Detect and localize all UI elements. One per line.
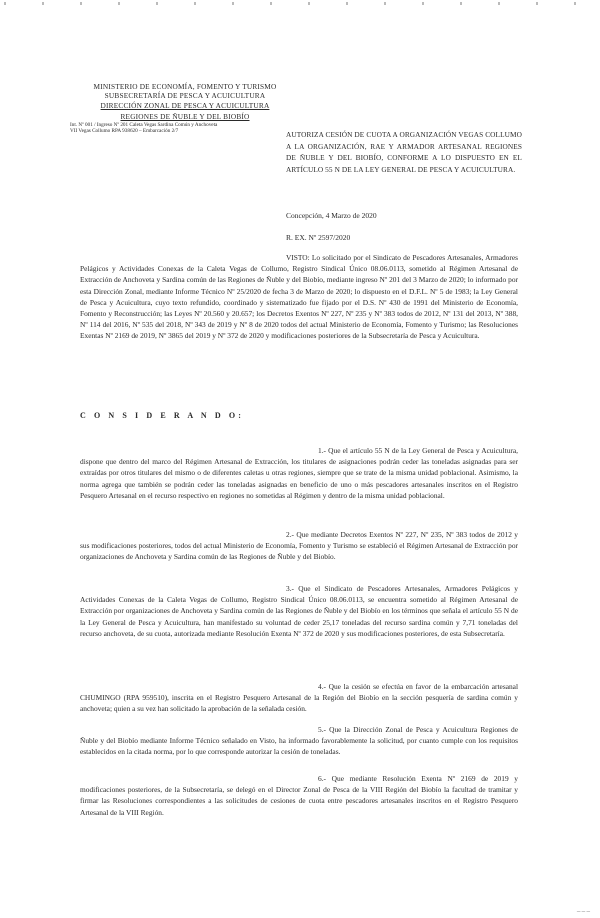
resolution-number: R. EX. Nº 2597/2020 — [286, 233, 351, 242]
date-line: Concepción, 4 Marzo de 2020 — [286, 211, 377, 220]
direccion-line: DIRECCIÓN ZONAL DE PESCA Y ACUICULTURA — [100, 100, 270, 110]
letterhead — [70, 82, 300, 134]
scan-edge-marks — [4, 2, 596, 5]
considerando-2: 2.- Que mediante Decretos Exentos Nº 227, Nº 235, Nº 383 todos de 2012 y sus modificaciones posteriores, todos del actual Ministerio de Economía, Fomento y Turismo se estableció el Régimen Artesanal de Extracción por organizaciones de Anchoveta y Sardina común de las Regiones de Ñuble y del Biobío. — [80, 530, 518, 562]
visto-paragraph: VISTO: Lo solicitado por el Sindicato de Pescadores Artesanales, Armadores Pelágicos y Actividades Conexas de la Caleta Vegas de Collumo, Registro Sindical Único 08.06.0113, sometido al Régimen Artesanal de Extracción de Anchoveta y Sardina común de las Regiones de Ñuble y del Biobío, mediante ingreso Nº 201 del 3 Marzo de 2020; lo informado por esta Dirección Zonal, mediante Informe Técnico Nº 25/2020 de fecha 3 de Marzo de 2020; lo dispuesto en el D.F.L. Nº 5 de 1983; la Ley General de Pesca y Acuicultura, cuyo texto refundido, coordinado y sistematizado fue fijado por el D.S. Nº 430 de 1991 del Ministerio de Economía, Fomento y Reconstrucción; las Leyes Nº 20.560 y 20.657; los Decretos Exentos Nº 227, Nº 235 y Nº 383 todos de 2012, Nº 131 del 2013, Nº 388, Nº 114 del 2016, Nº 535 del 2018, Nº 343 de 2019 y Nº 8 de 2020 todos del actual Ministerio de Economía, Fomento y Turismo; las Resoluciones Exentas Nº 2169 de 2019, Nº 3865 del 2019 y Nº 372 de 2020 y modificaciones posteriores de la Subsecretaría de Pesca y Acuicultura. — [80, 253, 518, 341]
subsecretaria-line: SUBSECRETARÍA DE PESCA Y ACUICULTURA — [104, 91, 266, 101]
considerando-6: 6.- Que mediante Resolución Exenta Nº 2169 de 2019 y modificaciones posteriores, de la Subsecretaría, se delegó en el Director Zonal de Pesca de la VIII Región del Biobío la facultad de tramitar y firmar las Resoluciones correspondientes a las solicitudes de cesiones de cuota entre pescadores artesanales inscritos en el Registro Pesquero Artesanal de la VIII Región. — [80, 774, 518, 817]
resolution-title: AUTORIZA CESIÓN DE CUOTA A ORGANIZACIÓN VEGAS COLLUMO A LA ORGANIZACIÓN, RAE Y ARMADOR ARTESANAL REGIONES DE ÑUBLE Y DEL BIOBÍO, CONFORME A LO DISPUESTO EN EL ARTÍCULO 55 N DE LA LEY GENERAL DE PESCA Y ACUICULTURA. — [286, 130, 522, 174]
considerando-3: 3.- Que el Sindicato de Pescadores Artesanales, Armadores Pelágicos y Actividades Conexas de la Caleta Vegas de Collumo, Registro Sindical Único 08.06.0113, se encuentra sometido al Régimen Artesanal de Extracción por organizaciones de Anchoveta y Sardina común de las Regiones de Ñuble y del Biobío en los términos que señala el artículo 55 N de la Ley General de Pesca y Acuicultura, han manifestado su voluntad de ceder 25,17 toneladas del recurso sardina común y 7,71 toneladas del recurso anchoveta, de su cuota, autorizada mediante Resolución Exenta Nº 372 de 2020 y sus modificaciones posteriores, de esta Subsecretaría. — [80, 584, 518, 638]
considerando-4: 4.- Que la cesión se efectúa en favor de la embarcación artesanal CHUMINGO (RPA 959510), inscrita en el Registro Pesquero Artesanal de la Región del Biobío en la sección pesquería de sardina común y anchoveta; quien a su vez han solicitado la aprobación de la señalada cesión. — [80, 682, 518, 714]
footer-mark: ─ ─ ─ — [576, 910, 590, 915]
reference-line-2: VII Vegas Collumo RPA 938620 – Embarcación 2/7 — [70, 128, 179, 135]
ministry-line: MINISTERIO DE ECONOMÍA, FOMENTO Y TURISMO — [93, 82, 277, 91]
regiones-line: REGIONES DE ÑUBLE Y DEL BIOBÍO — [120, 112, 250, 122]
considerando-heading: C O N S I D E R A N D O: — [80, 411, 244, 420]
reference-line-1: Int. Nº 001 / Ingreso Nº 201 Caleta Vegas Sardina Común y Anchoveta — [70, 121, 218, 128]
considerando-5: 5.- Que la Dirección Zonal de Pesca y Acuicultura Regiones de Ñuble y del Biobío mediante Informe Técnico señalado en Visto, ha informado favorablemente la solicitud, por cuanto cumple con los requisitos establecidos en la citada norma, por lo que corresponde autorizar la cesión de toneladas. — [80, 725, 518, 757]
considerando-1: 1.- Que el artículo 55 N de la Ley General de Pesca y Acuicultura, dispone que dentro del marco del Régimen Artesanal de Extracción, los titulares de asignaciones podrán ceder las toneladas asignadas para ser extraídas por otros titulares del mismo o de diferentes caletas u otras regiones, siempre que se trate de la misma unidad poblacional. Asimismo, la norma agrega que también se podrán ceder las toneladas asignadas en beneficio de uno o más pescadores artesanales inscritos en el Registro Pesquero Artesanal en el recurso respectivo en regiones no sometidas al Régimen y dentro de la misma unidad poblacional. — [80, 446, 518, 500]
